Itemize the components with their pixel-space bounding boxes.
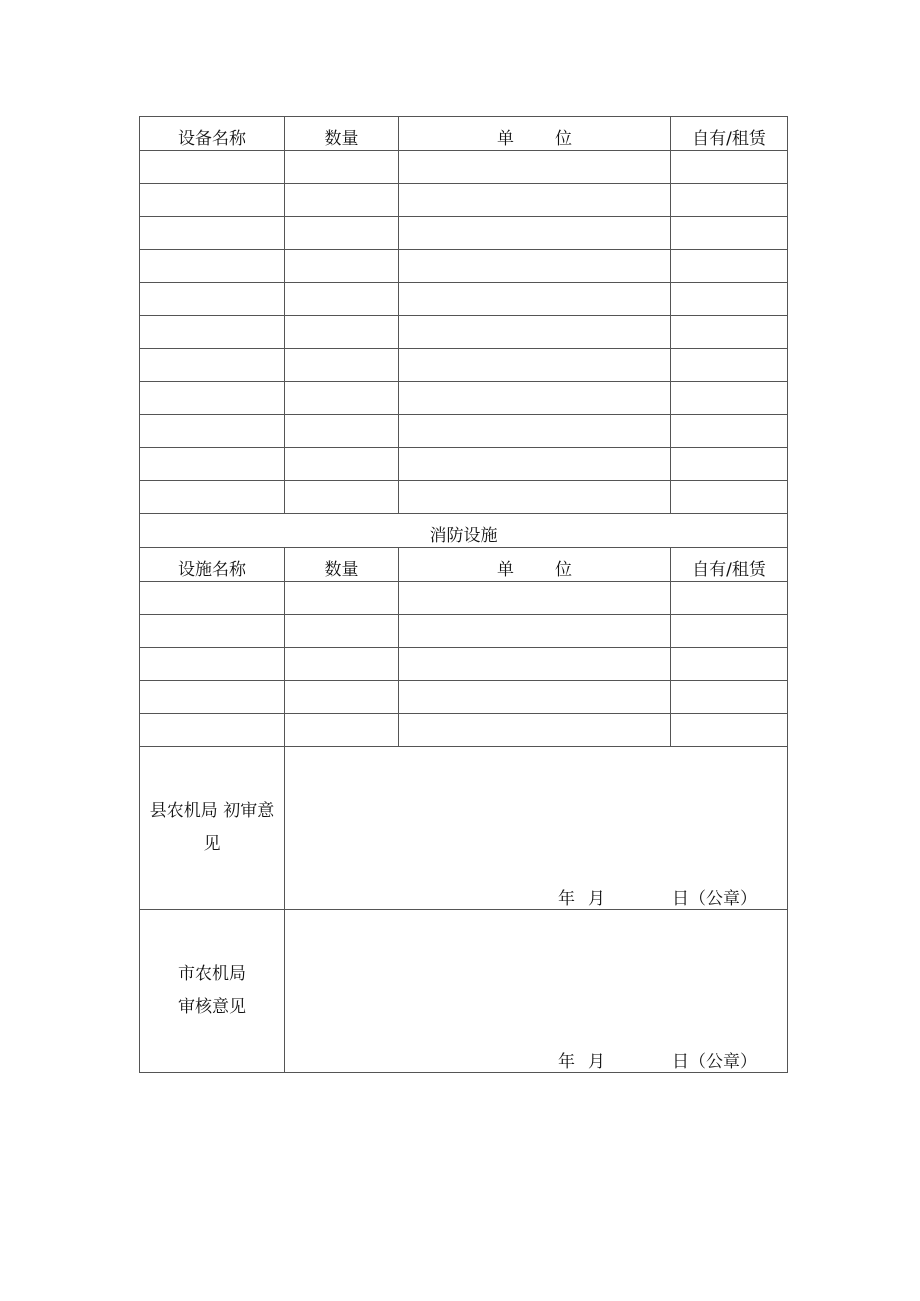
- equipment-unit-cell[interactable]: [399, 415, 671, 448]
- fire-row: [140, 615, 788, 648]
- equipment-name-cell[interactable]: [140, 448, 285, 481]
- equipment-qty-cell[interactable]: [285, 481, 399, 514]
- city-review-row: [140, 910, 788, 1073]
- fire-name-cell[interactable]: [140, 681, 285, 714]
- unit-char-1: 单: [497, 128, 514, 149]
- fire-qty-cell[interactable]: [285, 714, 399, 747]
- equipment-unit-cell[interactable]: [399, 283, 671, 316]
- equipment-header-row: [140, 117, 788, 151]
- fire-unit-cell[interactable]: [399, 648, 671, 681]
- year-label: 年: [558, 1051, 575, 1072]
- city-review-field[interactable]: [285, 910, 788, 1073]
- equipment-own-cell[interactable]: [671, 316, 788, 349]
- fire-own-cell[interactable]: [671, 648, 788, 681]
- equipment-own-cell[interactable]: [671, 250, 788, 283]
- fire-name-cell[interactable]: [140, 582, 285, 615]
- equipment-row: [140, 283, 788, 316]
- fire-own-cell[interactable]: [671, 615, 788, 648]
- equipment-row: [140, 349, 788, 382]
- equipment-name-cell[interactable]: [140, 382, 285, 415]
- county-review-label: [140, 747, 285, 910]
- equipment-name-cell[interactable]: [140, 481, 285, 514]
- fire-title-row: [140, 514, 788, 548]
- equipment-qty-cell[interactable]: [285, 316, 399, 349]
- application-form: [139, 116, 787, 1073]
- equipment-name-header: 设备名称: [140, 117, 285, 151]
- equipment-unit-cell[interactable]: [399, 481, 671, 514]
- month-label: 月: [588, 888, 605, 909]
- equipment-name-cell[interactable]: [140, 250, 285, 283]
- fire-own-cell[interactable]: [671, 681, 788, 714]
- equipment-unit-cell[interactable]: [399, 184, 671, 217]
- equipment-name-cell[interactable]: [140, 415, 285, 448]
- equipment-unit-cell[interactable]: [399, 250, 671, 283]
- equipment-row: [140, 250, 788, 283]
- equipment-unit-cell[interactable]: [399, 349, 671, 382]
- fire-own-cell[interactable]: [671, 714, 788, 747]
- equipment-name-cell[interactable]: [140, 283, 285, 316]
- day-seal-label: 日（公章）: [672, 888, 757, 909]
- equipment-qty-cell[interactable]: [285, 382, 399, 415]
- equipment-name-cell[interactable]: [140, 184, 285, 217]
- equipment-row: [140, 184, 788, 217]
- city-date-seal: [558, 1052, 757, 1072]
- fire-section-title: 消防设施: [140, 514, 788, 548]
- fire-row: [140, 681, 788, 714]
- equipment-row: [140, 415, 788, 448]
- fire-name-cell[interactable]: [140, 615, 285, 648]
- fire-qty-header: 数量: [285, 548, 399, 582]
- equipment-qty-header: 数量: [285, 117, 399, 151]
- equipment-name-cell[interactable]: [140, 217, 285, 250]
- equipment-row: [140, 316, 788, 349]
- equipment-own-cell[interactable]: [671, 184, 788, 217]
- fire-row: [140, 714, 788, 747]
- fire-row: [140, 648, 788, 681]
- city-label-line1: 市农机局: [178, 964, 246, 984]
- year-label: 年: [558, 888, 575, 909]
- equipment-row: [140, 382, 788, 415]
- equipment-qty-cell[interactable]: [285, 184, 399, 217]
- unit-char-2: 位: [555, 559, 572, 580]
- fire-own-header: 自有/租赁: [671, 548, 788, 582]
- equipment-own-cell[interactable]: [671, 415, 788, 448]
- fire-qty-cell[interactable]: [285, 582, 399, 615]
- county-label-line2: 见: [203, 834, 221, 854]
- day-seal-label: 日（公章）: [672, 1051, 757, 1072]
- equipment-qty-cell[interactable]: [285, 283, 399, 316]
- fire-qty-cell[interactable]: [285, 681, 399, 714]
- equipment-row: [140, 448, 788, 481]
- equipment-name-cell[interactable]: [140, 349, 285, 382]
- equipment-qty-cell[interactable]: [285, 349, 399, 382]
- fire-name-header: 设施名称: [140, 548, 285, 582]
- fire-header-row: [140, 548, 788, 582]
- equipment-name-cell[interactable]: [140, 151, 285, 184]
- fire-name-cell[interactable]: [140, 648, 285, 681]
- equipment-own-cell[interactable]: [671, 448, 788, 481]
- equipment-row: [140, 151, 788, 184]
- equipment-unit-cell[interactable]: [399, 217, 671, 250]
- unit-char-1: 单: [497, 559, 514, 580]
- city-review-label: [140, 910, 285, 1073]
- equipment-unit-cell[interactable]: [399, 316, 671, 349]
- equipment-qty-cell[interactable]: [285, 415, 399, 448]
- equipment-unit-cell[interactable]: [399, 448, 671, 481]
- month-label: 月: [588, 1051, 605, 1072]
- equipment-row: [140, 217, 788, 250]
- county-review-field[interactable]: [285, 747, 788, 910]
- equipment-row: [140, 481, 788, 514]
- city-label-line2: 审核意见: [178, 997, 246, 1017]
- fire-unit-header: [399, 548, 671, 582]
- equipment-own-cell[interactable]: [671, 151, 788, 184]
- equipment-own-cell[interactable]: [671, 217, 788, 250]
- fire-name-cell[interactable]: [140, 714, 285, 747]
- fire-qty-cell[interactable]: [285, 648, 399, 681]
- equipment-own-cell[interactable]: [671, 283, 788, 316]
- equipment-name-cell[interactable]: [140, 316, 285, 349]
- equipment-own-cell[interactable]: [671, 481, 788, 514]
- equipment-qty-cell[interactable]: [285, 448, 399, 481]
- equipment-qty-cell[interactable]: [285, 217, 399, 250]
- equipment-qty-cell[interactable]: [285, 151, 399, 184]
- equipment-own-cell[interactable]: [671, 382, 788, 415]
- county-date-seal: [558, 889, 757, 909]
- fire-unit-cell[interactable]: [399, 582, 671, 615]
- equipment-own-cell[interactable]: [671, 349, 788, 382]
- fire-unit-cell[interactable]: [399, 681, 671, 714]
- equipment-unit-header: [399, 117, 671, 151]
- fire-qty-cell[interactable]: [285, 615, 399, 648]
- fire-own-cell[interactable]: [671, 582, 788, 615]
- fire-unit-cell[interactable]: [399, 615, 671, 648]
- equipment-own-header: 自有/租赁: [671, 117, 788, 151]
- fire-unit-cell[interactable]: [399, 714, 671, 747]
- equipment-qty-cell[interactable]: [285, 250, 399, 283]
- equipment-unit-cell[interactable]: [399, 382, 671, 415]
- fire-row: [140, 582, 788, 615]
- unit-char-2: 位: [555, 128, 572, 149]
- equipment-unit-cell[interactable]: [399, 151, 671, 184]
- county-review-row: [140, 747, 788, 910]
- equipment-table: [139, 116, 788, 1073]
- county-label-line1: 县农机局 初审意: [149, 801, 275, 821]
